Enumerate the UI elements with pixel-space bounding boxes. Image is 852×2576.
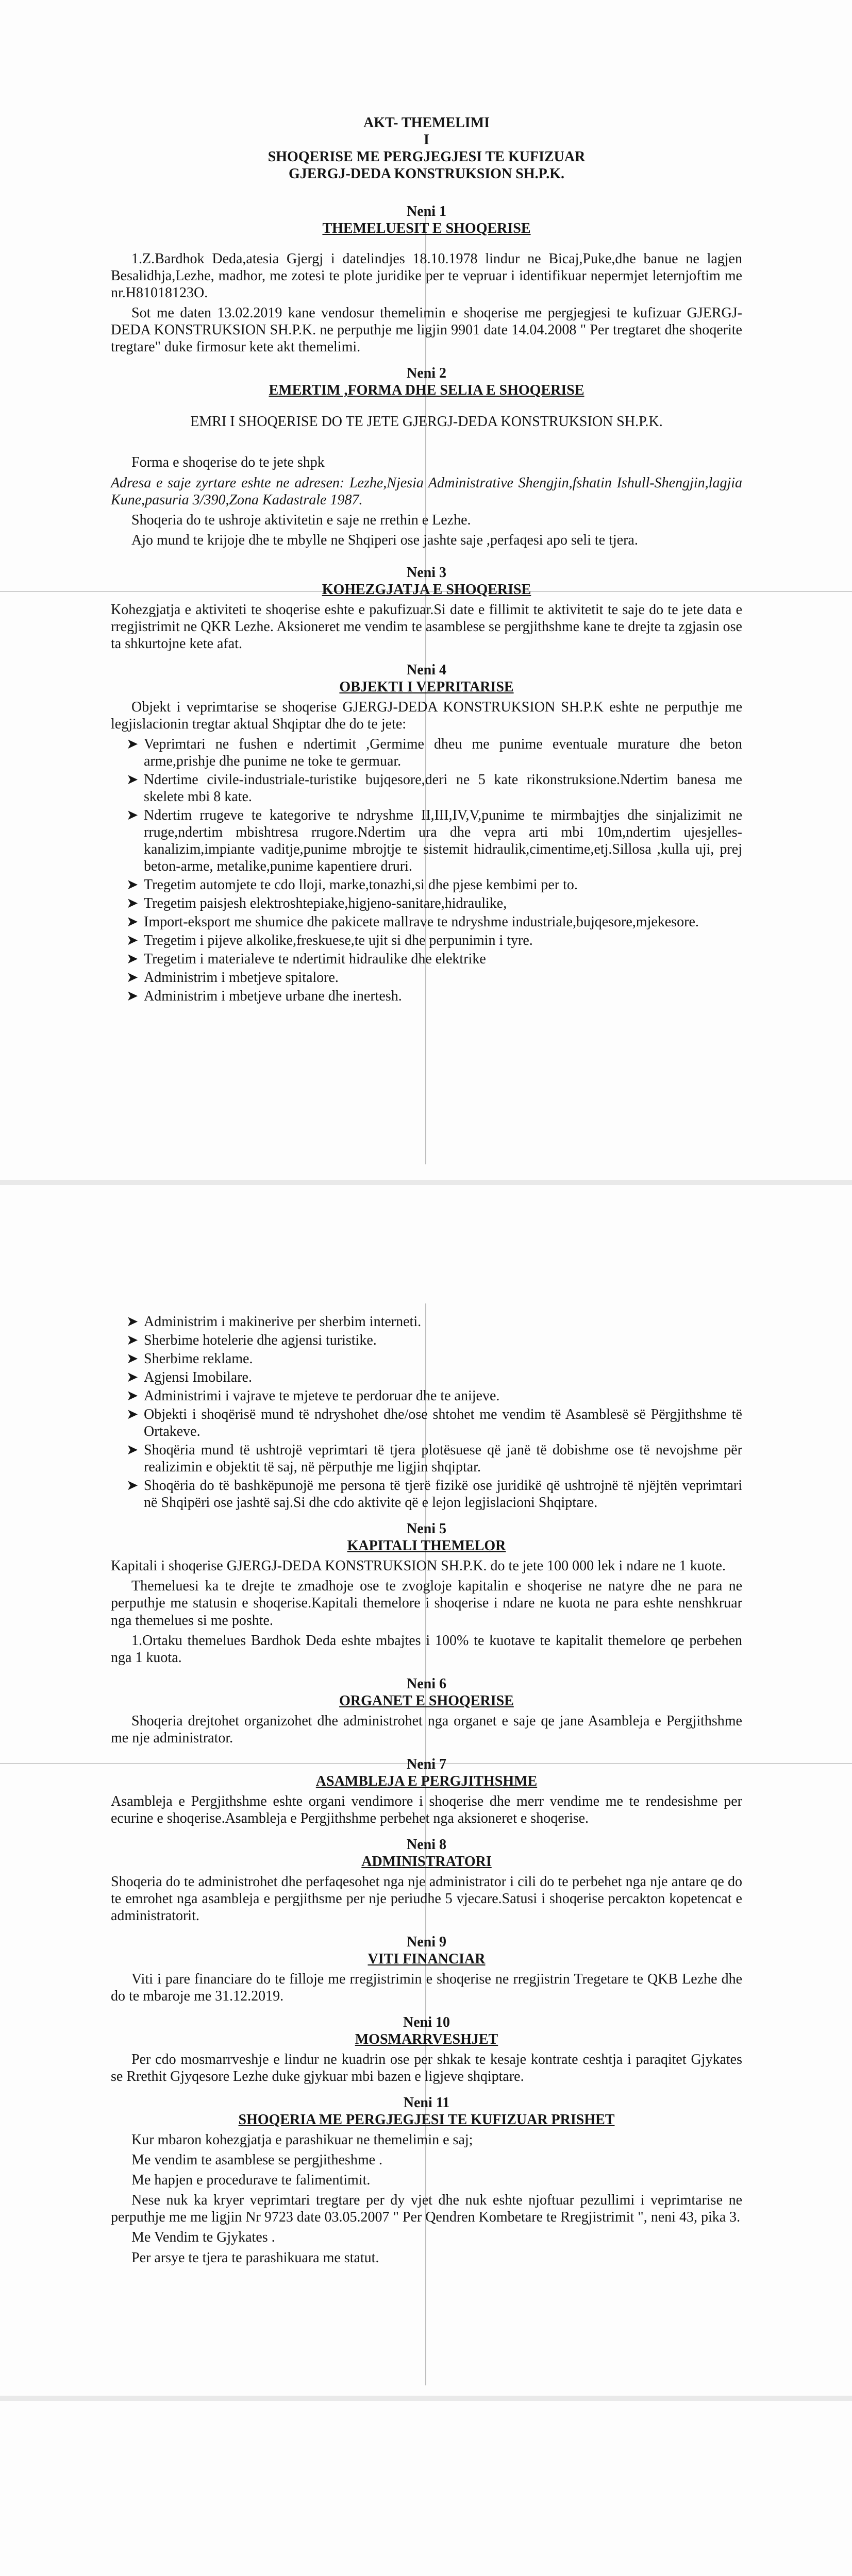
page-1-body [111,114,742,1007]
list-item: ➤ Administrim i makinerive per sherbim interneti. [126,1314,422,1330]
document-page-1 [0,0,852,1180]
document-subtitle: SHOQERISE ME PERGJEGJESI TE KUFIZUAR [268,149,586,165]
document-page-3 [0,2401,852,2576]
arrow-bullet-icon: ➤ [126,1478,139,1494]
article-3-title: KOHEZGJATJA E SHOQERISE [322,581,531,598]
list-item: ➤ Shoqëria do të bashkëpunojë me persona të tjerë fizikë ose juridikë që ushtrojnë të njëjtën veprimtari në Shqipëri ose jashtë saj.Si dhe cdo aktivite që e lejon legjislacioni Shqiptare. [126,1478,742,1511]
article-11-heading: Neni 11 [403,2095,450,2111]
arrow-bullet-icon: ➤ [126,895,139,912]
article-9-heading: Neni 9 [407,1934,446,1950]
article-6-title: ORGANET E SHOQERISE [339,1692,514,1709]
article-4-heading: Neni 4 [407,662,446,678]
article-7-heading: Neni 7 [407,1756,446,1772]
article-2-activity-area: Shoqeria do te ushroje aktivitetin e saje ne rrethin e Lezhe. [131,512,471,528]
page-2-body [111,1311,742,2269]
arrow-bullet-icon: ➤ [126,1351,139,1367]
page-separator [0,2396,852,2401]
article-8-heading: Neni 8 [407,1836,446,1853]
list-item: ➤ Veprimtari ne fushen e ndertimit ,Germime dheu me punime eventuale murature dhe beton arme,prishje dhe punime ne toke te germuar. [126,736,742,769]
article-1-decision: Sot me daten 13.02.2019 kane vendosur themelimin e shoqerise me pergjegjesi te kufizuar GJERGJ-DEDA KONSTRUKSION SH.P.K. ne perputhje me ligjin 9901 date 14.04.2008 " Per tregtaret dhe shoqerite tregtare" duke firmosur kete akt themelimi. [111,305,742,355]
article-11-title: SHOQERIA ME PERGJEGJESI TE KUFIZUAR PRISHET [238,2112,615,2128]
article-10-text: Per cdo mosmarrveshje e lindur ne kuadrin ose per shkak te kesaje kontrate ceshtja i paraqitet Gjykates se Rrethit Gjyqesore Lezhe duke gjykuar mbi bazen e ligjeve shqiptare. [111,2052,742,2085]
article-8-title: ADMINISTRATORI [361,1853,492,1870]
arrow-bullet-icon: ➤ [126,807,139,824]
article-2-address: Adresa e saje zyrtare eshte ne adresen: Lezhe,Njesia Administrative Shengjin,fshatin Ishull-Shengjin,lagjia Kune,pasuria 3/390,Zona Kadastrale 1987. [111,474,742,508]
arrow-bullet-icon: ➤ [126,951,139,968]
arrow-bullet-icon: ➤ [126,1314,139,1330]
list-item: ➤ Tregetim i materialeve te ndertimit hidraulike dhe elektrike [126,951,486,968]
article-5-shareholder: 1.Ortaku themelues Bardhok Deda eshte mbajtes i 100% te kuotave te kapitalit themelore qe perbehen nga 1 kuota. [111,1632,742,1666]
article-7-title: ASAMBLEJA E PERGJITHSHME [315,1773,538,1789]
article-2-branches: Ajo mund te krijoje dhe te mbylle ne Shqiperi ose jashte saje ,perfaqesi apo seli te tjera. [131,532,638,548]
article-11-case-1: Kur mbaron kohezgjatja e parashikuar ne themelimin e saj; [131,2132,473,2148]
article-2-title: EMERTIM ,FORMA DHE SELIA E SHOQERISE [269,382,584,399]
article-2-form: Forma e shoqerise do te jete shpk [131,454,325,471]
article-3-heading: Neni 3 [407,564,446,581]
article-7-text: Asambleja e Pergjithshme eshte organi vendimore i shoqerise dhe merr vendime me te rendesishme per ecurine e shoqerise.Asambleja e Pergjithshme perbehet nga aksioneret e shoqerise. [111,1793,742,1826]
page-separator [0,1180,852,1185]
document-page-2 [0,1185,852,2396]
list-item: ➤ Tregetim automjete te cdo lloji, marke,tonazhi,si dhe pjese kembimi per to. [126,877,578,893]
article-3-text: Kohezgjatja e aktiviteti te shoqerise eshte e pakufizuar.Si date e fillimit te aktivitetit te saje do te jete data e rregjistrimit ne QKR Lezhe. Aksioneret me vendim te asamblese se pergjithshme kane te drejte ta zgjasin ose ta shkurtojne kete afat. [111,601,742,652]
arrow-bullet-icon: ➤ [126,1442,139,1459]
article-2-company-name: EMRI I SHOQERISE DO TE JETE GJERGJ-DEDA KONSTRUKSION SH.P.K. [190,414,663,430]
company-name: GJERGJ-DEDA KONSTRUKSION SH.P.K. [289,166,564,182]
list-item: ➤ Tregetim paisjesh elektroshtepiake,higjeno-sanitare,hidraulike, [126,895,507,912]
article-6-text: Shoqeria drejtohet organizohet dhe administrohet nga organet e saje qe jane Asambleja e Pergjithshme me nje administrator. [111,1713,742,1746]
article-11-case-3: Me hapjen e procedurave te falimentimit. [131,2172,371,2189]
article-8-text: Shoqeria do te administrohet dhe perfaqesohet nga nje administrator i cili do te perbehet nga nje antare qe do te emrohet nga asambleja e pergjithsme per nje periudhe 5 vjecare.Satusi i shoqerise percakton kopetencat e administratorit. [111,1873,742,1924]
article-11-case-4: Nese nuk ka kryer veprimtari tregtare per dy vjet dhe nuk eshte njoftuar pezullimi i veprimtarise ne perputhje me me ligjin Nr 9723 date 03.05.2007 " Per Qendren Kombetare te Rregjistrimit ", neni 43, pika 3. [111,2192,742,2226]
list-item: ➤ Administrim i mbetjeve spitalore. [126,970,339,986]
article-1-heading: Neni 1 [407,204,446,220]
article-5-heading: Neni 5 [407,1521,446,1537]
article-5-capital: Kapitali i shoqerise GJERGJ-DEDA KONSTRUKSION SH.P.K. do te jete 100 000 lek i ndare ne 1 kuote. [111,1558,726,1574]
arrow-bullet-icon: ➤ [126,877,139,893]
article-5-changes: Themeluesi ka te drejte te zmadhoje ose te zvogloje kapitalin e shoqerise ne natyre dhe ne para ne perputhje me statusin e shoqerise.Kapitali themelore i shoqerise i ndare ne kuota ne para eshte nenshkruar nga themelues si me poshte. [111,1578,742,1629]
arrow-bullet-icon: ➤ [126,1369,139,1386]
document-title: AKT- THEMELIMI [363,115,490,131]
list-item: ➤ Shoqëria mund të ushtrojë veprimtari të tjera plotësuese që janë të dobishme ose të nevojshme për realizimin e objektit të saj, në përputhje me ligjin shqiptar. [126,1442,742,1476]
article-10-heading: Neni 10 [403,2014,450,2031]
article-2-heading: Neni 2 [407,365,446,382]
article-11-case-6: Per arsye te tjera te parashikuara me statut. [131,2249,379,2266]
article-6-heading: Neni 6 [407,1675,446,1692]
arrow-bullet-icon: ➤ [126,736,139,752]
article-11-case-2: Me vendim te asamblese se pergjitheshme . [131,2152,383,2168]
activity-list [111,736,742,1005]
list-item: ➤ Administrim i mbetjeve urbane dhe inertesh. [126,988,402,1005]
arrow-bullet-icon: ➤ [126,771,139,788]
list-item: ➤ Sherbime hotelerie dhe agjensi turistike. [126,1332,377,1349]
arrow-bullet-icon: ➤ [126,988,139,1005]
list-item: ➤ Sherbime reklame. [126,1351,253,1367]
article-10-title: MOSMARRVESHJET [355,2031,498,2048]
arrow-bullet-icon: ➤ [126,970,139,986]
list-item: ➤ Ndertime civile-industriale-turistike bujqesore,deri ne 5 kate rikonstruksione.Ndertim banesa me skelete mbi 8 kate. [126,771,742,805]
arrow-bullet-icon: ➤ [126,1388,139,1404]
activity-list-continued [111,1313,742,1511]
article-4-title: OBJEKTI I VEPRITARISE [339,679,514,695]
list-item: ➤ Ndertim rrugeve te kategorive te ndryshme II,III,IV,V,punime te mirmbajtjes dhe sinjalizimit ne rruge,ndertim mbishtresa rrugore.Ndertim ura dhe vepra arti mbi 10m,ndertim ujesjelles-kanalizim,impiante vaditje,punime mbrojtje te sistemit hidraulik,cimentime,etj.Sillosa ,kulla uji, prej beton-arme, metalike,punime kapentiere druri. [126,807,742,875]
document-title-number: I [424,132,429,148]
arrow-bullet-icon: ➤ [126,1406,139,1423]
article-11-case-5: Me Vendim te Gjykates . [131,2229,275,2246]
list-item: ➤ Tregetim i pijeve alkolike,freskuese,te ujit si dhe perpunimin i tyre. [126,933,533,949]
article-9-text: Viti i pare financiare do te filloje me rregjistrimin e shoqerise ne rregjistrin Tregetare te QKB Lezhe dhe do te mbaroje me 31.12.2019. [111,1971,742,2005]
arrow-bullet-icon: ➤ [126,1332,139,1349]
article-1-founder: 1.Z.Bardhok Deda,atesia Gjergj i datelindjes 18.10.1978 lindur ne Bicaj,Puke,dhe banue ne lagjen Besalidhja,Lezhe, madhor, me zotesi te plote juridike per te vepruar i identifikuar nepermjet leternjoftim me nr.H81018123O. [111,251,742,301]
arrow-bullet-icon: ➤ [126,933,139,949]
article-4-intro: Objekt i veprimtarise se shoqerise GJERGJ-DEDA KONSTRUKSION SH.P.K eshte ne perputhje me legjislacionin tregtar aktual Shqiptar dhe do te jete: [111,699,742,732]
list-item: ➤ Agjensi Imobilare. [126,1369,252,1386]
arrow-bullet-icon: ➤ [126,914,139,930]
list-item: ➤ Import-eksport me shumice dhe pakicete mallrave te ndryshme industriale,bujqesore,mjekesore. [126,914,699,930]
list-item: ➤ Administrimi i vajrave te mjeteve te perdoruar dhe te anijeve. [126,1388,500,1404]
list-item: ➤ Objekti i shoqërisë mund të ndryshohet dhe/ose shtohet me vendim të Asamblesë së Përgjithshme të Ortakeve. [126,1406,742,1440]
article-5-title: KAPITALI THEMELOR [347,1538,506,1554]
article-1-title: THEMELUESIT E SHOQERISE [322,221,531,237]
article-9-title: VITI FINANCIAR [367,1951,486,1968]
